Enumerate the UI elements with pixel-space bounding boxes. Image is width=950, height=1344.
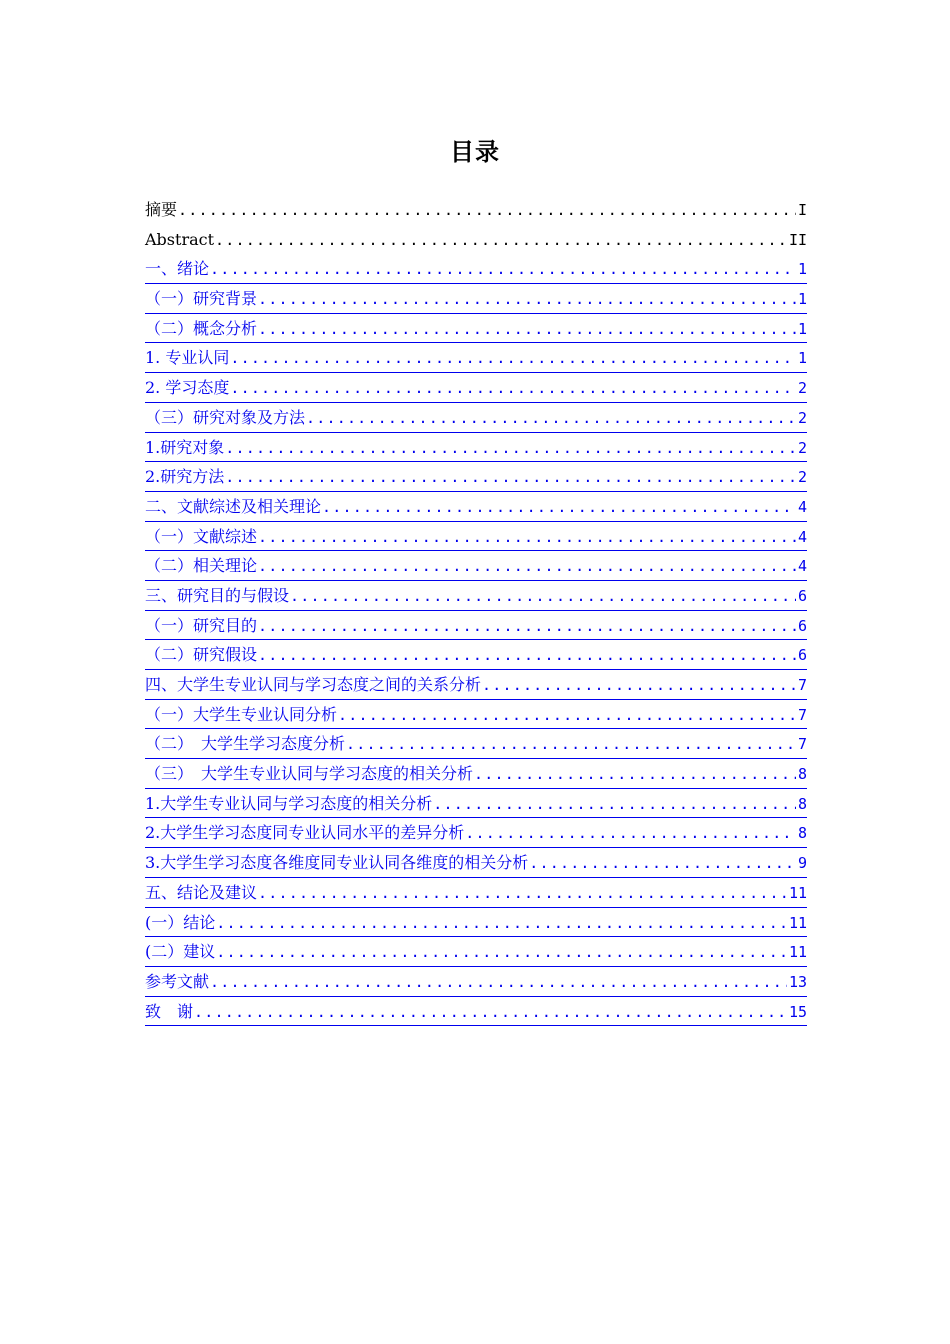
- toc-entry-label: （二） 大学生学习态度分析: [145, 734, 346, 754]
- toc-entry-label: (二）建议: [145, 942, 216, 962]
- dot-leader: [216, 938, 787, 968]
- dot-leader: [433, 790, 796, 820]
- toc-entry: [145, 195, 807, 225]
- toc-entry-page-number: 1: [797, 260, 807, 279]
- toc-entry-link[interactable]: [145, 848, 807, 878]
- toc-entry-label: （三） 大学生专业认同与学习态度的相关分析: [145, 764, 474, 784]
- dot-leader: [322, 493, 796, 523]
- toc-entry-link[interactable]: [145, 640, 807, 670]
- toc-entry-page-number: 4: [797, 527, 807, 546]
- toc-entry-label: （二）相关理论: [145, 556, 258, 576]
- toc-entry-page-number: 13: [788, 972, 807, 991]
- toc-entry-label: 2.大学生学习态度同专业认同水平的差异分析: [145, 823, 465, 843]
- toc-entry-label: (一）结论: [145, 912, 216, 932]
- dot-leader: [474, 760, 796, 790]
- toc-entry-page-number: 7: [797, 705, 807, 724]
- toc-entry-label: 2. 学习态度: [145, 378, 230, 398]
- toc-entry-label: （一）研究目的: [145, 615, 258, 635]
- dot-leader: [230, 344, 796, 374]
- dot-leader: [194, 998, 787, 1028]
- dot-leader: [258, 612, 796, 642]
- toc-entry-page-number: 15: [788, 1002, 807, 1021]
- toc-entry-link[interactable]: [145, 373, 807, 403]
- toc-entry-link[interactable]: [145, 700, 807, 730]
- toc-entry-link[interactable]: [145, 997, 807, 1027]
- dot-leader: [306, 404, 796, 434]
- dot-leader: [215, 226, 787, 256]
- toc-entry-label: 摘要: [145, 200, 178, 219]
- toc-entry-page-number: 8: [797, 794, 807, 813]
- dot-leader: [178, 196, 796, 226]
- dot-leader: [529, 849, 796, 879]
- dot-leader: [216, 909, 787, 939]
- toc-entry-link[interactable]: [145, 522, 807, 552]
- toc-entry-page-number: 11: [788, 883, 807, 902]
- toc-entry-label: Abstract: [145, 229, 215, 249]
- toc-entry-label: （二）研究假设: [145, 645, 258, 665]
- toc-entry-page-number: 7: [797, 676, 807, 694]
- dot-leader: [210, 255, 796, 285]
- toc-entry-page-number: 9: [797, 854, 807, 873]
- toc-entry-page-number: 11: [788, 943, 807, 962]
- toc-entry-link[interactable]: [145, 462, 807, 492]
- dot-leader: [290, 582, 796, 612]
- toc-entry-page-number: 8: [797, 765, 807, 784]
- toc-entry-link[interactable]: [145, 789, 807, 819]
- toc-entry-link[interactable]: [145, 492, 807, 522]
- toc-entry-link[interactable]: [145, 343, 807, 373]
- dot-leader: [258, 523, 796, 553]
- toc-entry-link[interactable]: [145, 551, 807, 581]
- dot-leader: [230, 374, 796, 404]
- dot-leader: [258, 552, 796, 582]
- toc-entry-link[interactable]: [145, 967, 807, 997]
- toc-entry-label: （一）大学生专业认同分析: [145, 704, 338, 724]
- toc-entry-link[interactable]: [145, 937, 807, 967]
- toc-entry-label: 五、结论及建议: [145, 882, 258, 902]
- toc-entry-label: 2.研究方法: [145, 467, 225, 487]
- dot-leader: [346, 730, 796, 760]
- table-of-contents: [145, 195, 807, 1026]
- toc-entry-label: 参考文献: [145, 971, 210, 991]
- toc-entry-link[interactable]: [145, 818, 807, 848]
- toc-entry-page-number: 1: [797, 349, 807, 368]
- toc-entry-label: 一、绪论: [145, 259, 210, 279]
- toc-entry-label: 致 谢: [145, 1001, 194, 1021]
- toc-entry-label: 四、大学生专业认同与学习态度之间的关系分析: [145, 675, 482, 694]
- toc-entry-page-number: II: [788, 230, 807, 249]
- toc-entry-link[interactable]: [145, 878, 807, 908]
- dot-leader: [338, 701, 796, 731]
- dot-leader: [210, 968, 787, 998]
- toc-entry-page-number: 1: [797, 319, 807, 338]
- dot-leader: [258, 879, 787, 909]
- toc-entry-page-number: 1: [797, 290, 807, 309]
- toc-entry-link[interactable]: [145, 611, 807, 641]
- dot-leader: [225, 463, 796, 493]
- toc-entry-link[interactable]: [145, 670, 807, 700]
- toc-entry-page-number: 7: [797, 735, 807, 754]
- toc-entry: [145, 225, 807, 255]
- toc-entry-page-number: I: [797, 201, 807, 219]
- toc-entry-link[interactable]: [145, 314, 807, 344]
- toc-entry-label: 三、研究目的与假设: [145, 585, 290, 605]
- dot-leader: [465, 819, 796, 849]
- toc-entry-link[interactable]: [145, 284, 807, 314]
- toc-entry-label: （一）文献综述: [145, 526, 258, 546]
- toc-entry-page-number: 4: [797, 557, 807, 576]
- toc-entry-page-number: 4: [797, 497, 807, 516]
- toc-entry-link[interactable]: [145, 759, 807, 789]
- page-title: 目录: [450, 138, 500, 166]
- toc-entry-page-number: 11: [788, 913, 807, 932]
- dot-leader: [482, 671, 796, 701]
- toc-entry-page-number: 2: [797, 379, 807, 398]
- toc-entry-link[interactable]: [145, 403, 807, 433]
- toc-entry-label: 1.大学生专业认同与学习态度的相关分析: [145, 793, 433, 813]
- dot-leader: [258, 285, 796, 315]
- toc-entry-label: 二、文献综述及相关理论: [145, 496, 322, 516]
- toc-entry-label: （三）研究对象及方法: [145, 407, 306, 427]
- toc-entry-label: （二）概念分析: [145, 318, 258, 338]
- dot-leader: [258, 641, 796, 671]
- toc-entry-page-number: 2: [797, 468, 807, 487]
- toc-entry-page-number: 8: [797, 824, 807, 843]
- toc-entry-page-number: 6: [797, 646, 807, 665]
- toc-entry-link[interactable]: [145, 729, 807, 759]
- toc-entry-link[interactable]: [145, 581, 807, 611]
- toc-entry-page-number: 6: [797, 586, 807, 605]
- toc-entry-label: （一）研究背景: [145, 289, 258, 309]
- toc-entry-label: 1. 专业认同: [145, 348, 230, 368]
- toc-entry-label: 1.研究对象: [145, 437, 225, 457]
- toc-entry-label: 3.大学生学习态度各维度同专业认同各维度的相关分析: [145, 853, 529, 873]
- toc-entry-link[interactable]: [145, 908, 807, 938]
- toc-entry-page-number: 2: [797, 408, 807, 427]
- dot-leader: [258, 315, 796, 345]
- toc-entry-link[interactable]: [145, 433, 807, 463]
- toc-entry-page-number: 2: [797, 438, 807, 457]
- dot-leader: [225, 434, 796, 464]
- toc-entry-page-number: 6: [797, 616, 807, 635]
- toc-entry-link[interactable]: [145, 254, 807, 284]
